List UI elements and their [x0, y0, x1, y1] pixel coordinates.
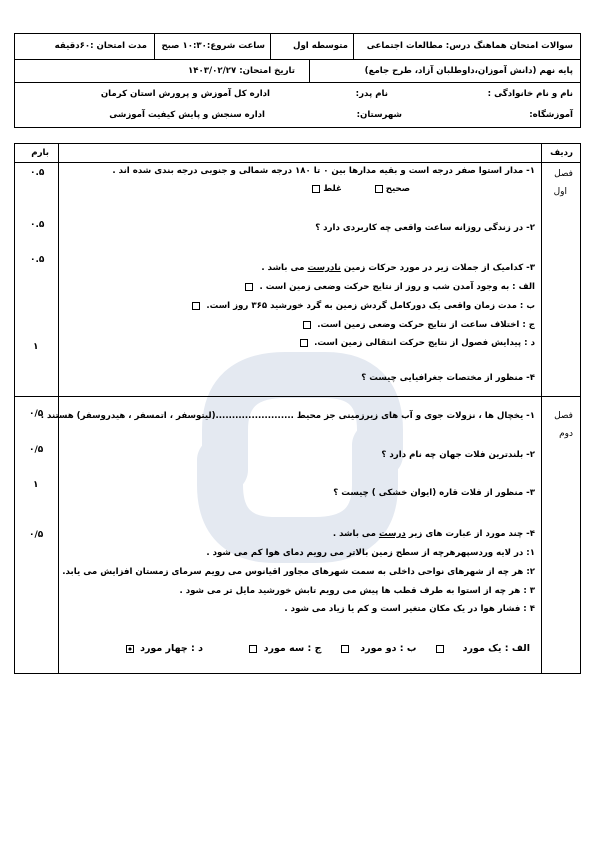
s2-question-4: ۴- چند مورد از عبارت های زیر درست می باشد . — [332, 529, 535, 539]
s1-question-3: ۳- کدامیک از جملات زیر در مورد حرکات زمین نادرست می باشد . — [261, 263, 535, 273]
option-c-checkbox[interactable] — [249, 645, 257, 653]
s1-question-1: ۱- مدار استوا صفر درجه است و بقیه مدارها بین ۰ تا ۱۸۰ درجه شمالی و جنوبی درجه بندی شده اند . — [112, 166, 535, 176]
s2-statement-1: ۱: در لایه وردسپهرهرچه از سطح زمین بالاتر می رویم دمای هوا کم می شود . — [206, 548, 535, 558]
score-s2-q1: ۰/۵ — [29, 409, 44, 419]
false-checkbox[interactable] — [312, 185, 320, 193]
column-score-header: بارم — [31, 148, 49, 158]
org-name-2: اداره سنجش و پایش کیفیت آموزشی — [109, 110, 265, 120]
score-s1-q1: ۰.۵ — [30, 168, 45, 178]
section2-label-number: دوم — [559, 429, 573, 439]
father-name-label[interactable]: نام پدر: — [355, 89, 388, 99]
s1-question-2: ۲- در زندگی روزانه ساعت واقعی چه کاربردی دارد ؟ — [315, 223, 535, 233]
column-row-header: ردیف — [550, 148, 573, 158]
s1-q1-options — [309, 184, 410, 194]
school-level: متوسطه اول — [293, 41, 348, 51]
score-s2-q3: ۱ — [33, 480, 39, 490]
s2-q4-option-c[interactable]: ج : سه مورد — [264, 643, 352, 654]
student-name-label[interactable]: نام و نام خانوادگی : — [487, 89, 573, 99]
score-s1-q3: ۰.۵ — [30, 255, 45, 265]
option-c-checkbox[interactable] — [303, 321, 311, 329]
score-s1-q4: ۱ — [33, 342, 39, 352]
s1-q3-option-a[interactable]: الف : به وجود آمدن شب و روز از نتایج حرکت وضعی زمین است . — [242, 282, 535, 292]
exam-title: سوالات امتحان هماهنگ درس: مطالعات اجتماعی — [366, 41, 573, 51]
false-option-label: غلط — [323, 184, 342, 194]
section1-label: فصل — [554, 169, 573, 179]
option-a-checkbox[interactable] — [436, 645, 444, 653]
exam-duration: مدت امتحان :۶۰دقیقه — [54, 41, 147, 51]
true-checkbox[interactable] — [375, 185, 383, 193]
s1-question-4: ۴- منظور از مختصات جغرافیایی چیست ؟ — [361, 373, 535, 383]
exam-date: تاریخ امتحان: ۱۴۰۳/۰۲/۲۷ — [187, 66, 295, 76]
grade-info: پایه نهم (دانش آموزان،داوطلبان آزاد، طرح جامع) — [364, 66, 573, 76]
option-a-checkbox[interactable] — [245, 283, 253, 291]
s2-question-1: ۱- یخچال ها ، نزولات جوی و آب های زیرزمینی جز محیط ........................(لیتوسفر ، اتمسفر ، هیدروسفر) هستند . — [40, 411, 535, 421]
city-label[interactable]: شهرستان: — [356, 110, 402, 120]
section2-label: فصل — [554, 411, 573, 421]
start-time: ساعت شروع:۱۰:۳۰ صبح — [161, 41, 265, 51]
s2-q4-option-b[interactable]: ب : دو مورد — [360, 643, 447, 654]
s2-statement-2: ۲: هر چه از شهرهای نواحی داخلی به سمت شهرهای مجاور اقیانوس می رویم سرمای زمستان افزایش می یابد. — [62, 567, 535, 577]
option-b-checkbox[interactable] — [341, 645, 349, 653]
true-option-label: صحیح — [385, 184, 410, 194]
s2-statement-4: ۴ : فشار هوا در یک مکان متغیر است و کم یا زیاد می شود . — [284, 604, 535, 614]
s2-question-2: ۲- بلندترین فلات جهان چه نام دارد ؟ — [381, 450, 535, 460]
score-s1-q2: ۰.۵ — [30, 220, 45, 230]
s1-q3-option-b[interactable]: ب : مدت زمان واقعی یک دورکامل گردش زمین به گرد خورشید ۳۶۵ روز است. — [189, 301, 535, 311]
school-label[interactable]: آموزشگاه: — [529, 110, 573, 120]
section1-label-number: اول — [553, 187, 567, 197]
s2-q4-option-a[interactable]: الف : یک مورد — [462, 643, 530, 654]
s2-q4-option-d[interactable]: د : چهار مورد — [123, 643, 260, 654]
score-s2-q4: ۰/۵ — [29, 530, 44, 540]
option-d-checkbox[interactable] — [300, 339, 308, 347]
s1-q3-option-d[interactable]: د : پیدایش فصول از نتایج حرکت انتقالی زمین است. — [297, 338, 535, 348]
org-name-1: اداره کل آموزش و پرورش استان کرمان — [100, 89, 270, 99]
option-b-checkbox[interactable] — [192, 302, 200, 310]
s1-q3-option-c[interactable]: ج : اختلاف ساعت از نتایج حرکت وضعی زمین است. — [300, 320, 535, 330]
option-d-checkbox[interactable] — [126, 645, 134, 653]
s2-question-3: ۳- منظور از فلات قاره (ایوان خشکی ) چیست ؟ — [333, 488, 535, 498]
s2-statement-3: ۳ : هر چه از استوا به طرف قطب ها پیش می رویم تابش خورشید مایل تر می شود . — [179, 586, 535, 596]
score-s2-q2: ۰/۵ — [29, 445, 44, 455]
